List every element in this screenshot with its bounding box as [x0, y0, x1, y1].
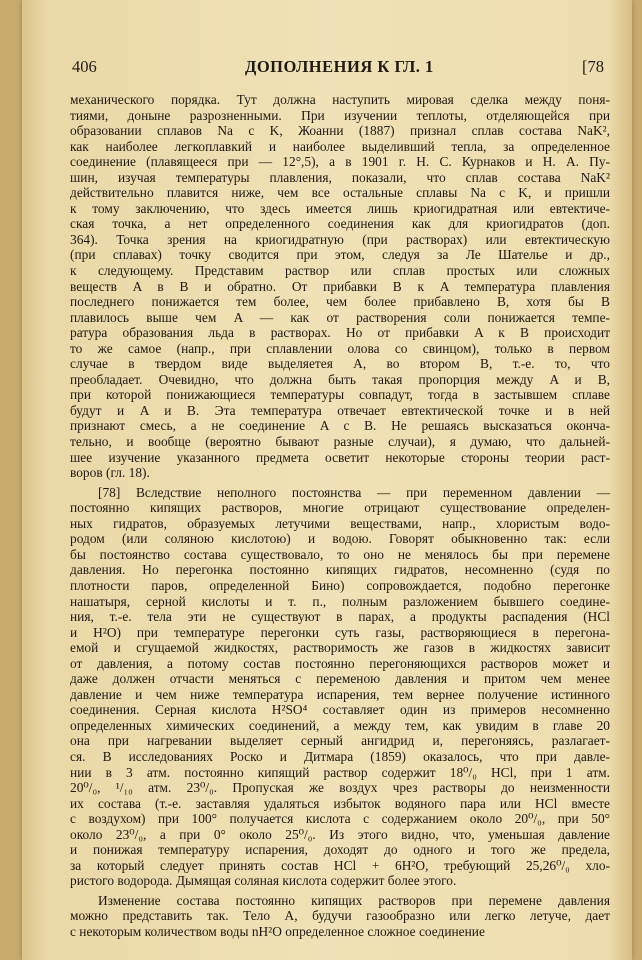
- text-line: то же самое (напр., при сплавлении олова со свинцом), только в первом: [70, 340, 610, 356]
- text-line: Изменение состава постоянно кипящих растворов при перемене давления: [98, 892, 610, 908]
- text-line: родом (или соляною кислотою) и водою. Говорят обыкновенно так: если: [70, 531, 610, 547]
- text-line: ных гидратов, образуемых летучими веществами, напр., хлористым водо-: [70, 515, 610, 531]
- text-line: плавилось выше чем A — как от растворения соли понижается темпе-: [70, 309, 610, 325]
- text-line: преобладает. Очевидно, что должна быть такая пропорция между A и B,: [70, 371, 610, 387]
- text-line: тиями, доныне разрозненными. При изучении теплоты, отделяющейся при: [70, 107, 610, 123]
- text-line: действительно плавится ниже, чем все остальные сплавы Na с K, и пришли: [70, 185, 610, 201]
- text-line: плотности паров, определенной Бино) сопровождается, подобно перегонке: [70, 577, 610, 593]
- text-line: нашатыря, серной кислоты и т. п., полным разложением бывшего соедине-: [70, 593, 610, 609]
- text-line: воров (гл. 18).: [70, 465, 150, 481]
- text-line: определенных химических соединений, а между тем, как увидим в главе 20: [70, 717, 610, 733]
- page-header: [72, 57, 604, 79]
- text-line: признают смесь, а не соединение A с B. Не решаясь высказаться оконча-: [70, 418, 610, 434]
- book-page: [22, 0, 632, 960]
- text-line: тельно, и вообще (вероятно бывают разные случаи), я думаю, что дальней-: [70, 434, 610, 450]
- page-number: 406: [72, 57, 97, 76]
- text-line: механического порядка. Тут должна наступить мировая сделка между поня-: [70, 92, 610, 107]
- text-line: ся. В исследованиях Роско и Дитмара (1859) оказалось, что при давле-: [70, 748, 610, 764]
- text-line: их состава (т.-е. заставляя удаляться избыток водяного пара или HCl вместе: [70, 795, 610, 811]
- text-line: ристого водорода. Дымящая соляная кислота содержит более этого.: [70, 873, 457, 889]
- text-line: за который следует принять состав HCl + 6H²O, требующий 25,26⁰/₀ хло-: [70, 857, 610, 873]
- text-line: образовании сплавов Na с K, Жоанни (1887) признал сплав состава NaK²,: [70, 123, 610, 139]
- text-line: давления. Но перегонка постоянно кипящих гидратов, несомненно (судя по: [70, 562, 610, 578]
- text-line: 364). Точка зрения на криогидратную (при растворах) или евтектическую: [70, 231, 610, 247]
- text-line: давление и чем ниже температура испарения, тем вернее получение истинного: [70, 686, 610, 702]
- text-line: ская точка, а нет определенного соединения как для криогидратов (доп.: [70, 216, 610, 232]
- text-line: около 23⁰/₀, а при 0° около 25⁰/₀. Из этого видно, что, уменьшая давление: [70, 826, 610, 842]
- text-line: [78] Вследствие неполного постоянства — при переменном давлении —: [98, 484, 610, 500]
- text-line: бы постоянство состава существовало, то оно не менялось бы при перемене: [70, 546, 610, 562]
- text-line: к тому заключению, что здесь имеется лишь криогидратная или евтектиче-: [70, 200, 610, 216]
- text-line: к следующему. Представим раствор или сплав простых или сложных: [70, 263, 610, 279]
- text-line: 20⁰/₀, ¹/₁₀ атм. 23⁰/₀. Пропуская же воздух чрез растворы до неизменности: [70, 780, 610, 796]
- text-line: можно представить так. Тело A, будучи газообразно или легко летуче, дает: [70, 908, 610, 924]
- text-line: случае в твердом виде выделяетея A, во втором B, т.-е. то, что: [70, 356, 610, 372]
- text-line: ния, т.-е. тела эти не существуют в парах, а продукты распадения (HCl: [70, 609, 610, 625]
- text-line: будут и A и B. Эта температура отвечает евтектической точке и в ней: [70, 402, 610, 418]
- page-body: [70, 92, 610, 940]
- text-line: и H²O) при температуре перегонки суть газы, растворяющиеся в перегона-: [70, 624, 610, 640]
- text-line: шин, изучая температуры плавления, показали, что сплав состава NaK²: [70, 169, 610, 185]
- text-line: емой и сгущаемой жидкостях, растворимость же газов в жидкостях зависит: [70, 640, 610, 656]
- text-line: как наиболее легкоплавкий и наиболее выделивший тепла, за определенное: [70, 138, 610, 154]
- text-line: постоянно кипящих растворов, многие отрицают существование определен-: [70, 500, 610, 516]
- running-title: ДОПОЛНЕНИЯ К ГЛ. 1: [244, 57, 434, 76]
- text-line: и понижая температуру испарения, доходят до одного и того же предела,: [70, 842, 610, 858]
- text-line: соединения. Серная кислота H²SO⁴ составляет один из примеров несомненно: [70, 702, 610, 718]
- text-line: она при нагревании выделяет серный ангидрид и, перегоняясь, разлагает-: [70, 733, 610, 749]
- text-line: нии в 3 атм. постоянно кипящий раствор содержит 18⁰/₀ HCl, при 1 атм.: [70, 764, 610, 780]
- text-line: веществ A в B и обратно. От прибавки B к A температура плавления: [70, 278, 610, 294]
- text-line: соединение (плавящееся при — 12°,5), а в 1901 г. Н. С. Курнаков и Н. А. Пу-: [70, 154, 610, 170]
- text-line: с некоторым количеством воды nH²O определенное сложное соединение: [70, 923, 485, 939]
- text-line: от давления, а потому состав постоянно перегоняющихся растворов может и: [70, 655, 610, 671]
- text-line: ратура образования льда в растворах. Но от прибавки A к B происходит: [70, 325, 610, 341]
- text-line: с воздухом) при 100° получается кислота с содержанием около 20⁰/₀, при 50°: [70, 811, 610, 827]
- text-line: шее изучение указанного предмета осветит некоторые стороны теории раст-: [70, 449, 610, 465]
- text-line: (при сплавах) точку сводится при этом, следуя за Ле Шателье и др.,: [70, 247, 610, 263]
- text-line: при которой понижающиеся температуры совпадут, тогда в застывшем сплаве: [70, 387, 610, 403]
- text-line: последнего понижается тем более, чем более прибавлено B, хотя бы B: [70, 294, 610, 310]
- note-marker: [78: [582, 57, 604, 76]
- text-line: даже должен отчасти меняться с переменою давления и притом чем менее: [70, 671, 610, 687]
